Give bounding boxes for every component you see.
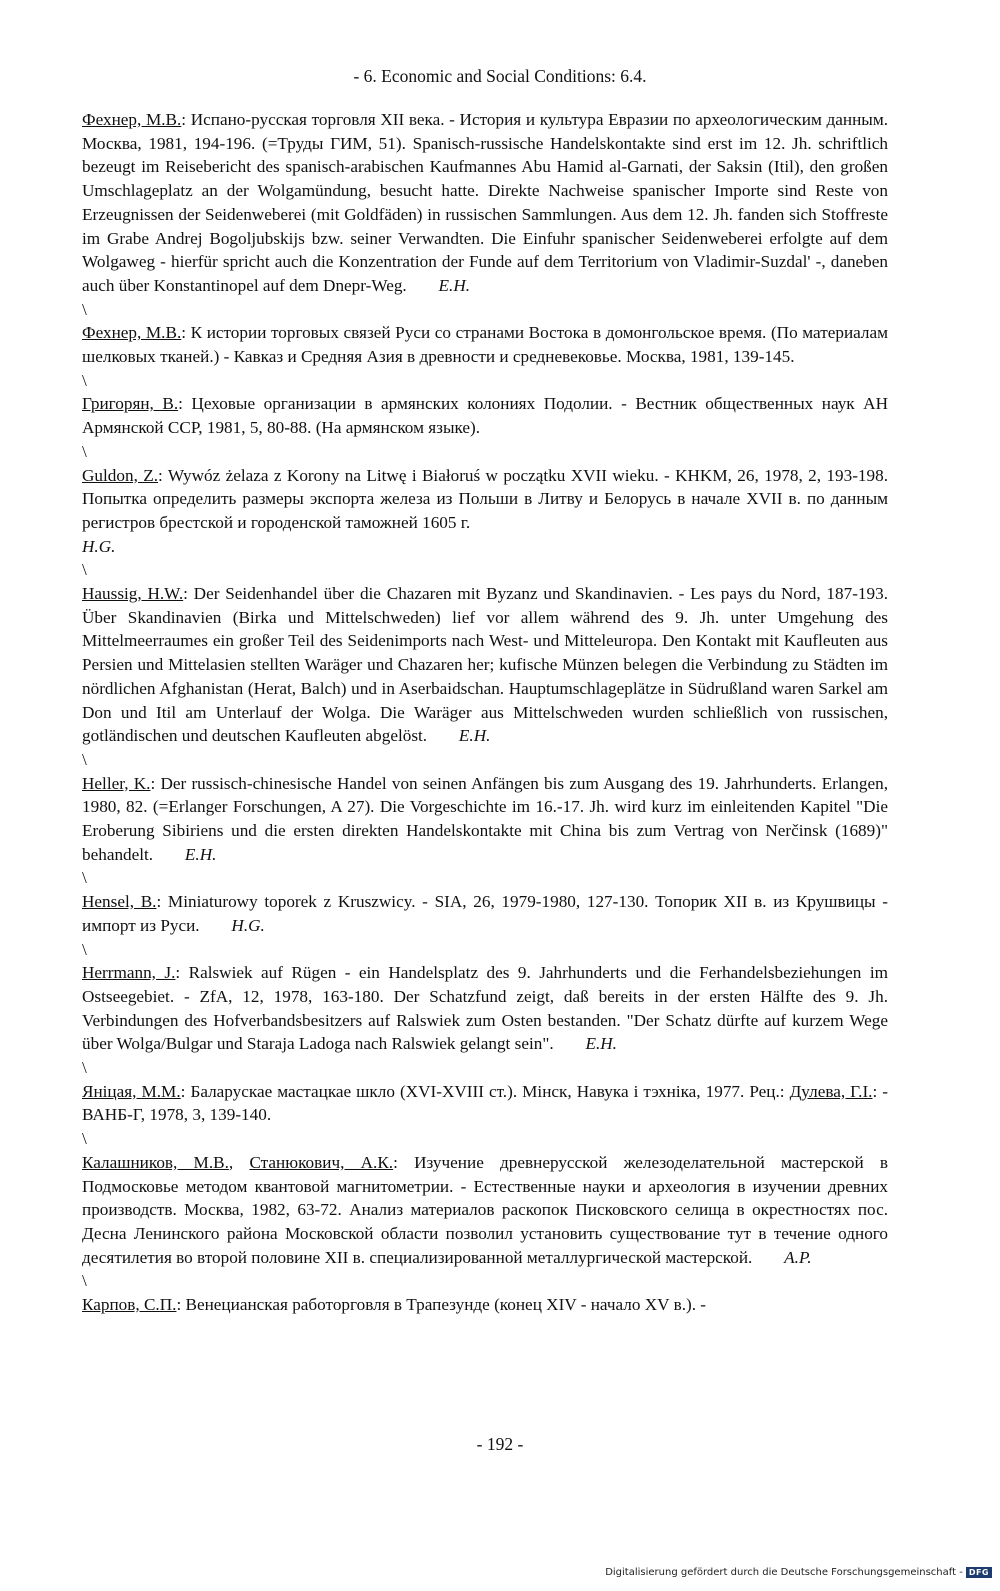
bibliography-entry [82, 582, 888, 748]
bibliography-entry [82, 392, 888, 439]
entry-author: Herrmann, J. [82, 963, 176, 983]
credit-text: Digitalisierung gefördert durch die Deutsche Forschungsgemeinschaft - [605, 1567, 963, 1578]
entry-separator: \ [82, 749, 87, 769]
bibliography-entry [82, 464, 888, 559]
entry-text: : Баларускае мастацкае шкло (XVI-XVIII ст.). Мінск, Навука і тэхніка, 1977. Рец.: [180, 1081, 790, 1101]
entry-text: : Венецианская работорговля в Трапезунде (конец XIV - начало XV в.). - [176, 1295, 707, 1314]
entry-separator: \ [82, 1058, 87, 1078]
entry-signature: E.H. [585, 1034, 617, 1054]
entry-separator: \ [82, 939, 87, 959]
entry-separator: \ [82, 1271, 87, 1291]
entry-separator: \ [82, 868, 87, 888]
entry-text: : Цеховые организации в армянских колониях Подолии. - Вестник общественных наук АН Армянской ССР, 1981, 5, 80-88. (На армянском языке). [82, 394, 888, 438]
page-number: - 192 - [476, 1434, 524, 1454]
entry-author: Григорян, В. [82, 394, 179, 414]
bibliography-entry [82, 961, 888, 1056]
bibliography-entry [82, 1080, 888, 1127]
bibliography-list [82, 108, 888, 1317]
entry-author: Фехнер, М.В. [82, 323, 182, 343]
entry-author: Карпов, С.П. [82, 1295, 177, 1314]
entry-text: : Der russisch-chinesische Handel von seinen Anfängen bis zum Ausgang des 19. Jahrhunderts. Erlangen, 1980, 82. (=Erlanger Forschungen, A 27). Die Vorgeschichte im 16.-17. Jh. wird kurz im einleitenden Kapitel "Die Eroberung Sibiriens und die ersten direkten Handelskontakte mit China bis zum Vertrag von Nerčinsk (1689)" behandelt. [82, 773, 888, 864]
entry-signature: E.H. [458, 726, 491, 746]
running-header: - 6. Economic and Social Conditions: 6.4. [353, 66, 647, 86]
entry-signature: H.G. [231, 915, 265, 935]
entry-separator: \ [82, 1129, 87, 1149]
entry-author: Heller, K. [82, 773, 151, 793]
entry-text: : Испано-русская торговля XII века. - История и культура Евразии по археологическим данным. Москва, 1981, 194-196. (=Труды ГИМ, 51). Spanisch-russische Handelskontakte sind erst im 12. Jh. schriftlich bezeugt im Reisebericht des spanisch-arabischen Kaufmannes Abu Hamid al-Garnati, der Saksin (Itil), den großen Umschlageplatz an der Wolgamündung, besucht hatte. Direkte Nachweise spanischer Importe sind Reste von Erzeugnissen der Seidenweberei (mit Goldfäden) in russischen Sammlungen. Aus dem 12. Jh. fanden sich Stoffreste im Grabe Andrej Bogoljubskijs bzw. seiner Verwandten. Die Einfuhr spanischer Seidenweberei erfolgte auf dem Wolgaweg - hierfür spricht auch die Konzentration der Funde auf dem Territorium von Vladimir-Suzdal' -, daneben auch über Konstantinopel auf dem Dnepr-Weg. [82, 110, 888, 295]
entry-author: Яніцая, М.М. [82, 1081, 181, 1101]
entry-separator: \ [82, 441, 87, 461]
bibliography-entry [82, 1293, 888, 1317]
entry-text: : - ВАНБ-Г, 1978, 3, 139-140. [82, 1081, 888, 1125]
entry-coauthor: Станюкович, А.К. [249, 1152, 394, 1172]
dfg-logo-icon: DFG [966, 1567, 992, 1578]
entry-author: Guldon, Z. [82, 465, 159, 485]
entry-text: , [228, 1152, 250, 1172]
digitization-credit [605, 1567, 992, 1578]
entry-separator: \ [82, 299, 87, 319]
entry-text: : Изучение древнерусской железоделательной мастерской в Подмосковье методом квантовой магнитометрии. - Естественные науки и археология в изучении древних производств. Москва, 1982, 63-72. Анализ материалов раскопок Писковского селища в окрестностях пос. Десна Ленинского района Московской области позволил установить существование тут в течение одного десятилетия во второй половине XII в. специализированной металлургической мастерской. [82, 1152, 889, 1267]
entry-author: Haussig, H.W. [82, 584, 184, 603]
entry-separator: \ [82, 560, 87, 580]
entry-separator: \ [82, 370, 87, 390]
bibliography-entry [82, 772, 888, 867]
bibliography-entry [82, 890, 888, 937]
entry-text: : Wywóz żelaza z Korony na Litwę i Białoruś w początku XVII wieku. - KHKM, 26, 1978, 2, 193-198. Попытка определить размеры экспорта железа из Польши в Литву и Белорусь в начале XVII в. по данным регистров брестской и городенской таможней 1605 г. [82, 465, 889, 532]
entry-text: : Ralswiek auf Rügen - ein Handelsplatz des 9. Jahrhunderts und die Ferhandelsbeziehungen im Ostseegebiet. - ZfA, 12, 1978, 163-180. Der Schatzfund zeigt, daß bereits in der ersten Hälfte des 9. Jh. Verbindungen des Hofverbandsbesitzers auf Ralswiek zum Osten bestanden. "Der Schatz dürfte auf kurzem Wege über Wolga/Bulgar und Staraja Ladoga nach Ralswiek gelangt sein". [82, 963, 888, 1054]
bibliography-entry [82, 321, 888, 368]
entry-text: : Miniaturowy toporek z Kruszwicy. - SIA, 26, 1979-1980, 127-130. Топорик XII в. из Крушвицы - импорт из Руси. [82, 892, 888, 935]
entry-text: : Der Seidenhandel über die Chazaren mit Byzanz und Skandinavien. - Les pays du Nord, 187-193. Über Skandinavien (Birka und Mittelschweden) lief vor allem während des 9. Jh. unter Umgehung des Mittelmeerraumes ein großer Teil des Seidenimports nach West- und Mitteleuropa. Den Kontakt mit Kaufleuten aus Persien und Mittelasien stellten Waräger und Chazaren her; kufische Münzen belegen die Verbindung zu Städten im nördlichen Afghanistan (Herat, Balch) und in Aserbaidschan. Hauptumschlageplätze in Südrußland waren Sarkel am Don und Itil am Unterlauf der Wolga. Die Waräger aus Mittelschweden wurden schließlich von russischen, gotländischen und deutschen Kaufleuten abgelöst. [82, 584, 889, 746]
entry-author: Фехнер, М.В. [82, 110, 182, 129]
entry-signature: E.H. [438, 275, 471, 295]
bibliography-entry [82, 1151, 888, 1270]
entry-text: : К истории торговых связей Руси со странами Востока в домонгольское время. (По материалам шелковых тканей.) - Кавказ и Средняя Азия в древности и средневековье. Москва, 1981, 139-145. [82, 323, 889, 367]
entry-signature: H.G. [82, 536, 116, 556]
review-author: Дулева, Г.І. [789, 1081, 873, 1101]
entry-author: Hensel, B. [82, 892, 157, 912]
bibliography-entry [82, 108, 888, 298]
entry-author: Калашников, М.В. [82, 1152, 229, 1172]
entry-signature: E.H. [184, 844, 217, 864]
entry-signature: A.P. [784, 1247, 812, 1267]
